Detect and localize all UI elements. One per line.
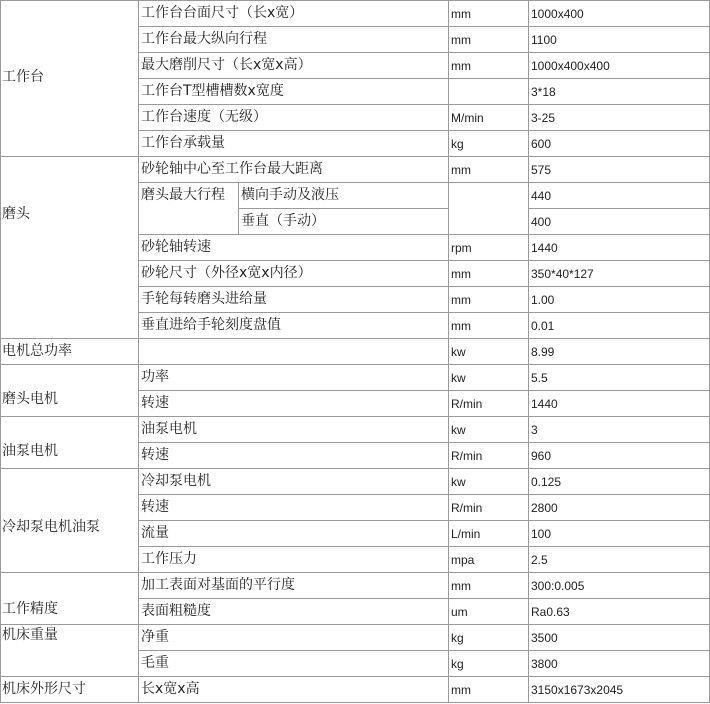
rule xyxy=(138,104,710,105)
unit-cell: kw xyxy=(451,345,466,359)
rule xyxy=(138,0,139,703)
rule xyxy=(138,130,710,131)
item-label: 油泵电机 xyxy=(141,421,197,437)
value-cell: 2800 xyxy=(531,501,558,515)
value-cell: 960 xyxy=(531,449,552,463)
unit-cell: R/min xyxy=(451,501,483,515)
unit-cell: kw xyxy=(451,475,466,489)
unit-cell: mm xyxy=(451,7,471,21)
value-cell: 0.01 xyxy=(531,319,555,333)
group-oil-pump-motor: 油泵电机 xyxy=(2,443,58,459)
value-cell: 1.00 xyxy=(531,293,555,307)
item-label: 转速 xyxy=(141,447,169,463)
value-cell: 8.99 xyxy=(531,345,555,359)
unit-cell: mm xyxy=(451,163,471,177)
unit-cell: kg xyxy=(451,657,464,671)
item-label: 砂轮尺寸（外径x宽x内径） xyxy=(141,265,312,281)
item-label: 功率 xyxy=(141,369,169,385)
value-cell: 5.5 xyxy=(531,371,548,385)
rule xyxy=(0,468,710,469)
item-label: 冷却泵电机 xyxy=(141,473,211,489)
rule xyxy=(238,182,239,234)
rule xyxy=(0,0,710,1)
item-label: 工作台T型槽槽数x宽度 xyxy=(141,83,284,99)
item-label: 工作台台面尺寸（长x宽） xyxy=(141,5,304,21)
value-cell: 440 xyxy=(531,189,552,203)
unit-cell: mm xyxy=(451,293,471,307)
value-cell: 300:0.005 xyxy=(531,579,585,593)
item-label: 长x宽x高 xyxy=(141,681,200,697)
rule xyxy=(138,52,710,53)
unit-cell: mpa xyxy=(451,553,475,567)
rule xyxy=(528,208,710,209)
unit-cell: rpm xyxy=(451,241,472,255)
value-cell: 3500 xyxy=(531,631,558,645)
item-label: 流量 xyxy=(141,525,169,541)
unit-cell: kw xyxy=(451,371,466,385)
item-label: 表面粗糙度 xyxy=(141,603,211,619)
rule xyxy=(138,546,710,547)
rule xyxy=(138,390,710,391)
unit-cell: M/min xyxy=(451,111,484,125)
unit-cell: mm xyxy=(451,33,471,47)
rule xyxy=(138,494,710,495)
value-cell: 400 xyxy=(531,215,552,229)
rule xyxy=(448,0,449,703)
group-precision: 工作精度 xyxy=(2,601,58,617)
value-cell: 1000x400x400 xyxy=(531,59,610,73)
item-label: 工作台承载量 xyxy=(141,135,225,151)
rule xyxy=(0,676,710,677)
item-label: 转速 xyxy=(141,395,169,411)
value-cell: 350*40*127 xyxy=(531,267,594,281)
item-label: 磨头最大行程 xyxy=(141,187,225,203)
unit-cell: mm xyxy=(451,59,471,73)
value-cell: 1440 xyxy=(531,397,558,411)
rule xyxy=(138,286,710,287)
item-label: 转速 xyxy=(141,499,169,515)
rule xyxy=(0,0,1,703)
group-machine-weight: 机床重量 xyxy=(2,627,58,643)
sub-item-label: 横向手动及液压 xyxy=(241,187,339,203)
rule xyxy=(0,156,710,157)
value-cell: 0.125 xyxy=(531,475,562,489)
rule xyxy=(138,78,710,79)
item-label: 砂轮轴中心至工作台最大距离 xyxy=(141,161,323,177)
value-cell: 3150x1673x2045 xyxy=(531,683,624,697)
value-cell: 3800 xyxy=(531,657,558,671)
unit-cell: mm xyxy=(451,579,471,593)
unit-cell: kw xyxy=(451,423,466,437)
item-label: 加工表面对基面的平行度 xyxy=(141,577,295,593)
item-label: 手轮每转磨头进给量 xyxy=(141,291,267,307)
item-label: 工作台最大纵向行程 xyxy=(141,31,267,47)
unit-cell: kg xyxy=(451,137,464,151)
value-cell: 600 xyxy=(531,137,552,151)
unit-cell: R/min xyxy=(451,397,483,411)
unit-cell: um xyxy=(451,605,468,619)
rule xyxy=(0,338,710,339)
value-cell: 2.5 xyxy=(531,553,548,567)
group-grinding-head: 磨头 xyxy=(2,206,30,222)
value-cell: 100 xyxy=(531,527,552,541)
group-head-motor: 磨头电机 xyxy=(2,391,58,407)
rule xyxy=(138,598,710,599)
unit-cell: mm xyxy=(451,319,471,333)
rule xyxy=(528,0,529,703)
item-label: 最大磨削尺寸（长x宽x高） xyxy=(141,57,312,73)
value-cell: 1000x400 xyxy=(531,7,584,21)
item-label: 净重 xyxy=(141,629,169,645)
item-label: 毛重 xyxy=(141,655,169,671)
rule xyxy=(0,416,710,417)
group-coolant-pump: 冷却泵电机油泵 xyxy=(2,519,100,535)
rule xyxy=(0,572,710,573)
rule xyxy=(138,234,710,235)
rule xyxy=(238,208,448,209)
value-cell: 3*18 xyxy=(531,85,556,99)
value-cell: 3 xyxy=(531,423,538,437)
group-dimensions: 机床外形尺寸 xyxy=(2,681,86,697)
value-cell: 3-25 xyxy=(531,111,556,125)
value-cell: 1100 xyxy=(531,33,557,47)
rule xyxy=(0,702,710,703)
group-worktable: 工作台 xyxy=(2,69,44,85)
rule xyxy=(138,650,710,651)
rule xyxy=(138,312,710,313)
rule xyxy=(138,182,710,183)
rule xyxy=(138,260,710,261)
value-cell: Ra0.63 xyxy=(531,605,570,619)
item-label: 工作压力 xyxy=(141,551,197,567)
item-label: 砂轮轴转速 xyxy=(141,239,211,255)
unit-cell: mm xyxy=(451,683,471,697)
value-cell: 575 xyxy=(531,163,552,177)
rule xyxy=(138,26,710,27)
rule xyxy=(138,442,710,443)
value-cell: 1440 xyxy=(531,241,558,255)
unit-cell: kg xyxy=(451,631,464,645)
rule xyxy=(0,364,710,365)
rule xyxy=(0,624,710,625)
rule xyxy=(138,520,710,521)
item-label: 垂直进给手轮刻度盘值 xyxy=(141,317,281,333)
group-motor-total-power: 电机总功率 xyxy=(2,343,72,359)
sub-item-label: 垂直（手动） xyxy=(241,213,325,229)
unit-cell: mm xyxy=(451,267,471,281)
unit-cell: R/min xyxy=(451,449,483,463)
unit-cell: L/min xyxy=(451,527,481,541)
item-label: 工作台速度（无级） xyxy=(141,109,267,125)
